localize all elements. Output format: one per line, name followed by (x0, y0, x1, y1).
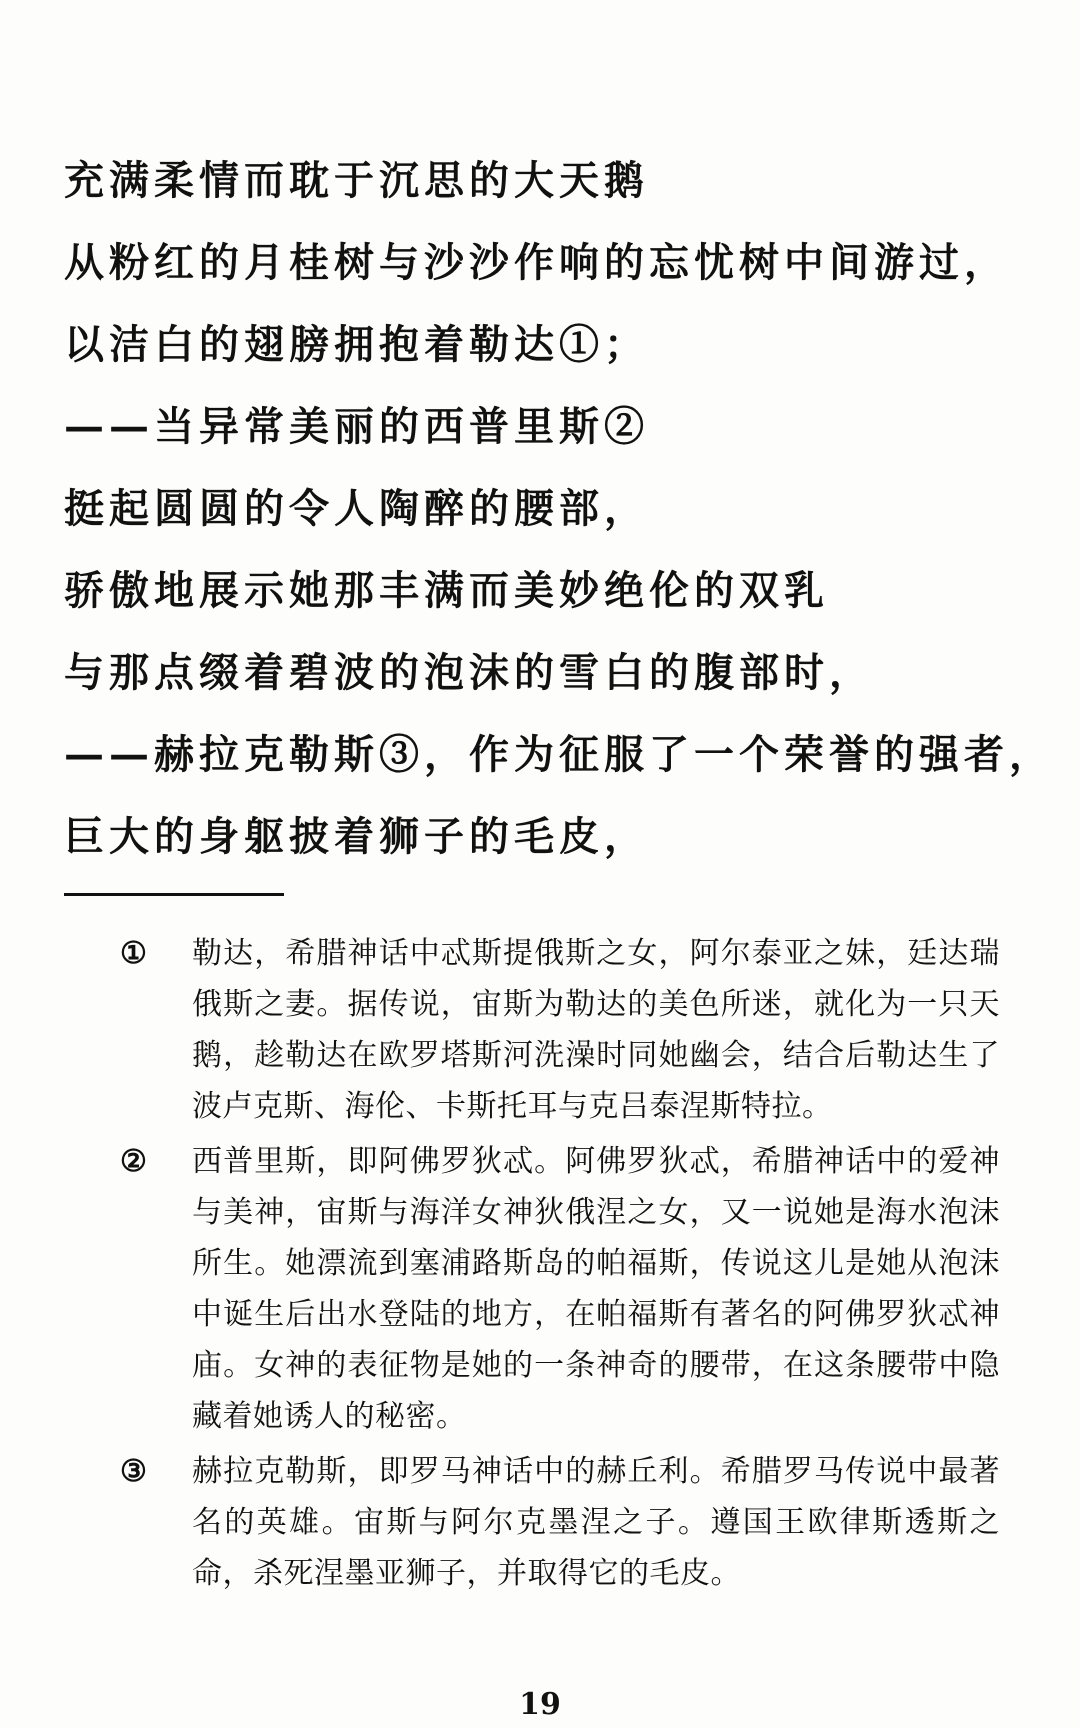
poem-stanza (64, 140, 1054, 878)
footnote-3 (120, 1446, 1000, 1599)
poem-line: 挺起圆圆的令人陶醉的腰部， (64, 485, 649, 532)
footnote-marker: ③ (120, 1454, 147, 1489)
footnote-text: 赫拉克勒斯，即罗马神话中的赫丘利。希腊罗马传说中最著名的英雄。宙斯与阿尔克墨涅之子。遵国王欧律斯透斯之命，杀死涅墨亚狮子，并取得它的毛皮。 (192, 1454, 1000, 1591)
poem-line: 充满柔情而耽于沉思的大天鹅 (64, 157, 649, 204)
footnote-2 (120, 1136, 1000, 1442)
footnote-text: 勒达，希腊神话中忒斯提俄斯之女，阿尔泰亚之妹，廷达瑞俄斯之妻。据传说，宙斯为勒达的美色所迷，就化为一只天鹅，趁勒达在欧罗塔斯河洗澡时同她幽会，结合后勒达生了波卢克斯、海伦、卡斯托耳与克吕泰涅斯特拉。 (192, 936, 1000, 1124)
footnote-marker: ① (120, 936, 147, 971)
footnote-1 (120, 928, 1000, 1132)
poem-line: 骄傲地展示她那丰满而美妙绝伦的双乳 (64, 567, 829, 614)
footnotes (120, 928, 1000, 1603)
page-number: 19 (519, 1687, 561, 1722)
poem-line: ——当异常美丽的西普里斯② (64, 403, 649, 450)
footnote-marker: ② (120, 1144, 147, 1179)
poem-line: ——赫拉克勒斯③，作为征服了一个荣誉的强者， (64, 731, 1054, 778)
poem-line: 与那点缀着碧波的泡沫的雪白的腹部时， (64, 649, 874, 696)
poem-line: 巨大的身躯披着狮子的毛皮， (64, 813, 649, 860)
poem-line: 以洁白的翅膀拥抱着勒达①； (64, 321, 649, 368)
poem-line: 从粉红的月桂树与沙沙作响的忘忧树中间游过， (64, 239, 1009, 286)
footnote-divider (64, 893, 284, 896)
footnote-text: 西普里斯，即阿佛罗狄忒。阿佛罗狄忒，希腊神话中的爱神与美神，宙斯与海洋女神狄俄涅之女，又一说她是海水泡沫所生。她漂流到塞浦路斯岛的帕福斯，传说这儿是她从泡沫中诞生后出水登陆的地方，在帕福斯有著名的阿佛罗狄忒神庙。女神的表征物是她的一条神奇的腰带，在这条腰带中隐藏着她诱人的秘密。 (192, 1144, 1000, 1434)
